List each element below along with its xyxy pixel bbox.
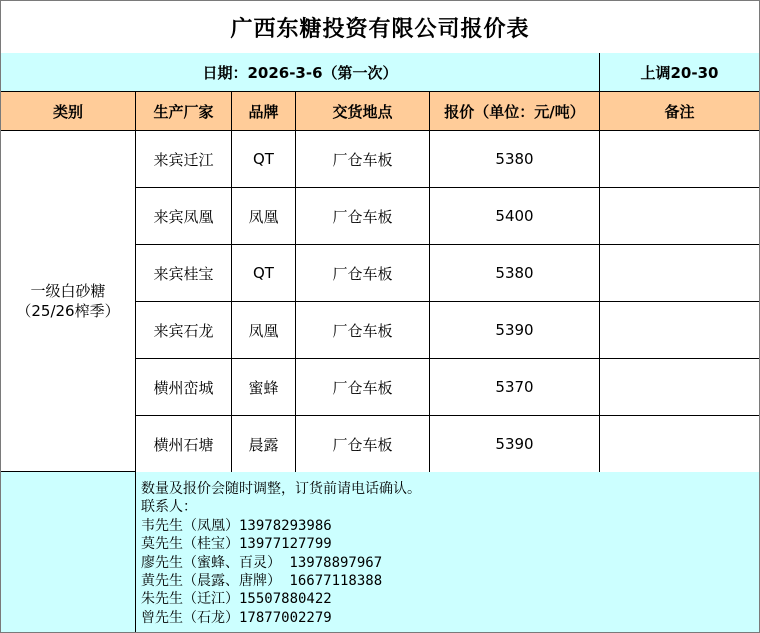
maker-cell: 来宾凤凰 [136, 188, 232, 244]
contact-spacer [1, 472, 136, 632]
price-cell: 5380 [430, 131, 600, 187]
delivery-cell: 厂仓车板 [296, 302, 430, 358]
note-cell [600, 359, 759, 415]
note-cell [600, 131, 759, 187]
brand-cell: 晨露 [232, 416, 296, 472]
delivery-cell: 厂仓车板 [296, 188, 430, 244]
contact-text [141, 480, 751, 627]
price-cell: 5390 [430, 302, 600, 358]
maker-cell: 来宾石龙 [136, 302, 232, 358]
note-cell [600, 245, 759, 301]
maker-cell: 横州峦城 [136, 359, 232, 415]
price-cell: 5400 [430, 188, 600, 244]
date-cell: 日期：2026-3-6（第一次） [1, 53, 600, 91]
contact-person: 黄先生（晨露、唐牌） 16677118388 [141, 573, 383, 590]
delivery-cell: 厂仓车板 [296, 359, 430, 415]
header-note: 备注 [664, 102, 695, 121]
header-price: 报价（单位：元/吨） [430, 92, 600, 130]
price-cell: 5370 [430, 359, 600, 415]
note-cell [600, 416, 759, 472]
delivery-cell: 厂仓车板 [296, 131, 430, 187]
price-cell: 5390 [430, 416, 600, 472]
header-row [1, 92, 759, 131]
date-row [1, 53, 759, 92]
contact-label: 联系人： [141, 499, 197, 516]
contact-person: 韦先生（凤凰）13978293986 [141, 517, 332, 534]
note-cell [600, 188, 759, 244]
brand-cell: 蜜蜂 [232, 359, 296, 415]
price-adjustment: 上调20-30 [640, 63, 719, 82]
category-name: 一级白砂糖 [30, 282, 106, 300]
maker-cell: 来宾桂宝 [136, 245, 232, 301]
price-cell: 5380 [430, 245, 600, 301]
table-row [136, 302, 759, 359]
header-brand: 品牌 [232, 92, 296, 130]
contact-person: 朱先生（迁江）15507880422 [141, 591, 332, 608]
table-row [136, 131, 759, 188]
brand-cell: 凤凰 [232, 302, 296, 358]
header-category: 类别 [1, 92, 136, 130]
note-cell [600, 302, 759, 358]
table-row [136, 245, 759, 302]
contact-area [1, 472, 759, 632]
brand-cell: QT [232, 245, 296, 301]
brand-cell: QT [232, 131, 296, 187]
order-notice: 数量及报价会随时调整，订货前请电话确认。 [141, 481, 421, 497]
contact-person: 曾先生（石龙）17877002279 [141, 609, 332, 626]
contact-person: 莫先生（桂宝）13977127799 [141, 536, 332, 553]
header-delivery: 交货地点 [296, 92, 430, 130]
maker-cell: 来宾迁江 [136, 131, 232, 187]
delivery-cell: 厂仓车板 [296, 245, 430, 301]
delivery-cell: 厂仓车板 [296, 416, 430, 472]
table-row [136, 188, 759, 245]
maker-cell: 横州石塘 [136, 416, 232, 472]
brand-cell: 凤凰 [232, 188, 296, 244]
category-cell [1, 131, 136, 472]
contact-person: 廖先生（蜜蜂、百灵） 13978897967 [141, 554, 383, 571]
category-season: （25/26榨季） [16, 302, 120, 320]
table-row [136, 416, 759, 473]
table-row [136, 359, 759, 416]
sheet-title: 广西东糖投资有限公司报价表 [1, 1, 759, 54]
header-maker: 生产厂家 [136, 92, 232, 130]
